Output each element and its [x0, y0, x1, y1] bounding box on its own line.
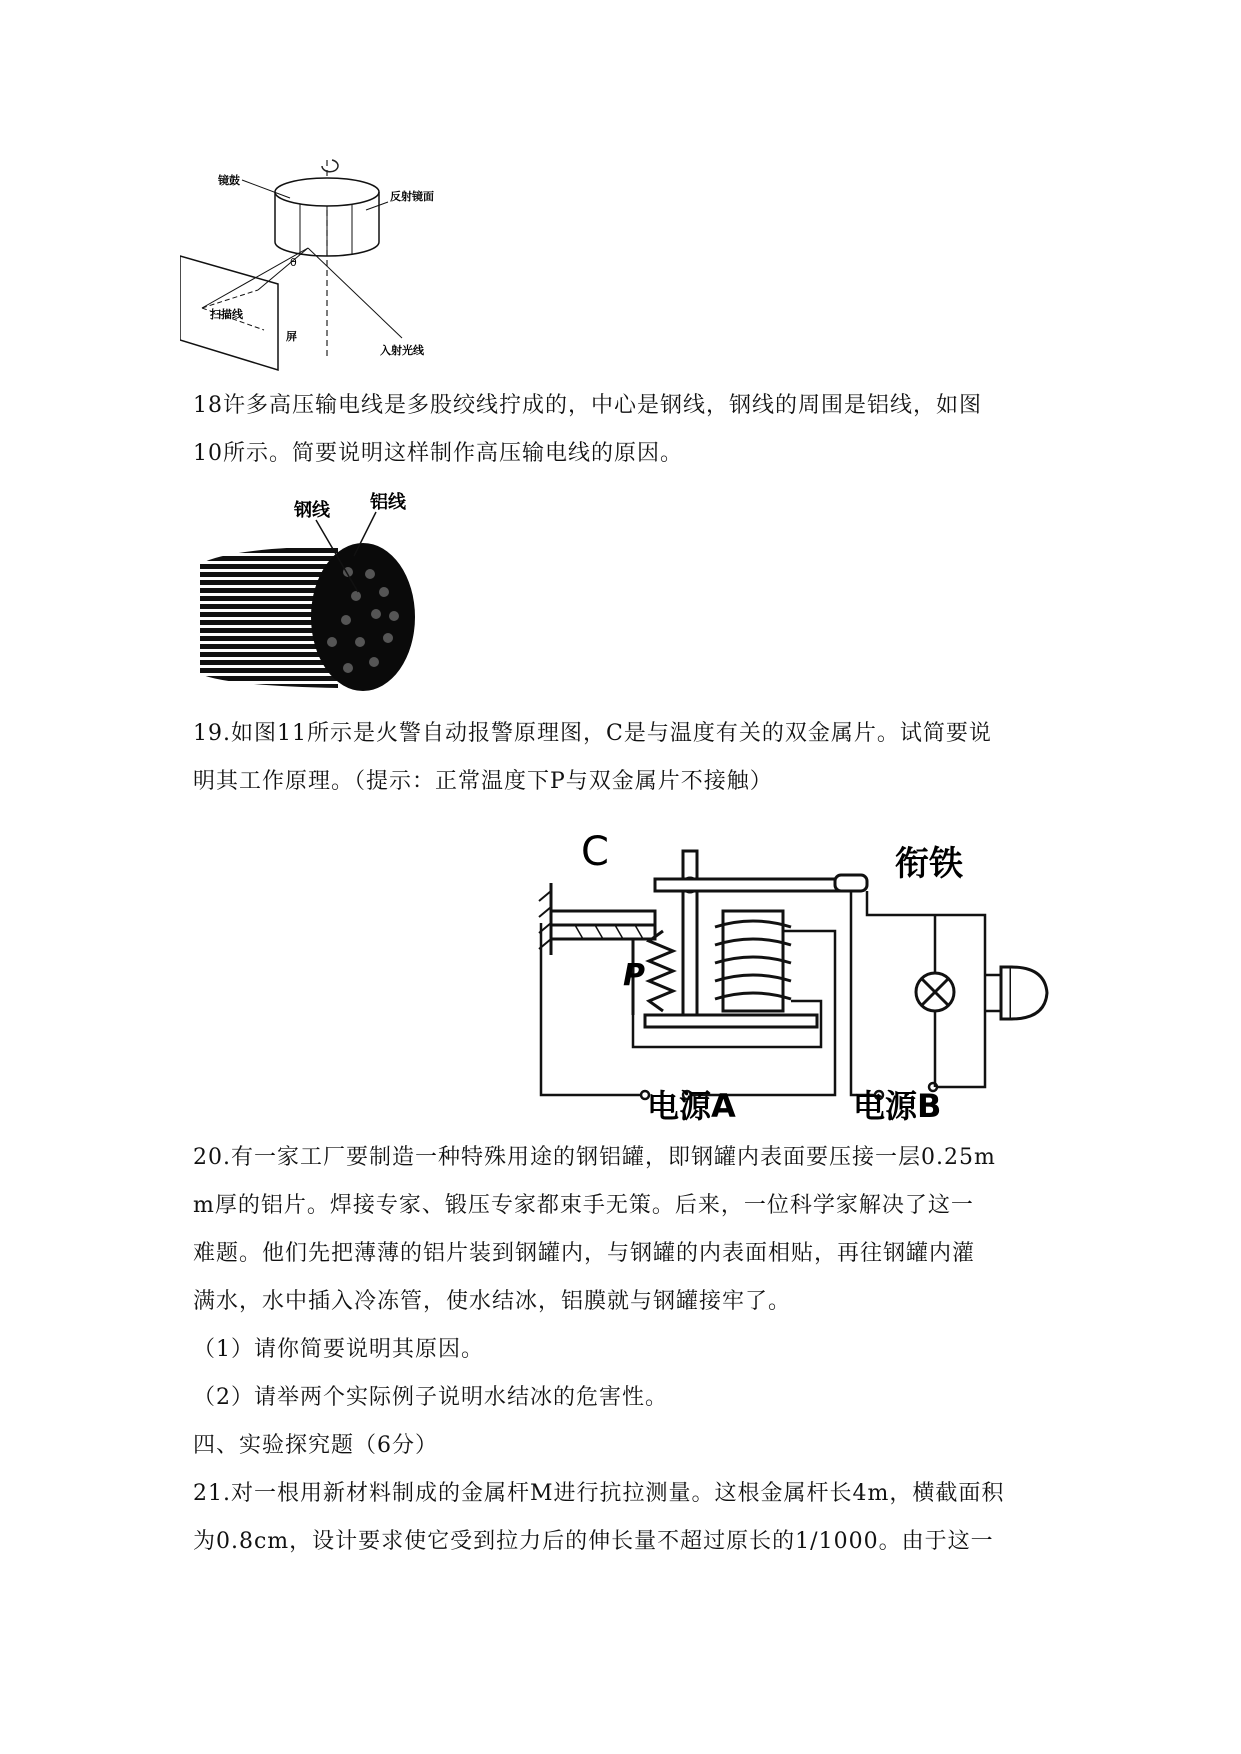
label-screen: 屏	[286, 330, 297, 343]
question-18	[193, 382, 1053, 478]
figure-cable	[198, 492, 448, 698]
question-19	[193, 710, 1053, 806]
label-mirror-surface: 反射镜面	[390, 190, 434, 203]
figure-alarm-circuit	[535, 815, 1055, 1125]
question-20-sub-2: （2）请举两个实际例子说明水结冰的危害性。	[193, 1385, 668, 1410]
question-20-sub-1: （1）请你简要说明其原因。	[193, 1337, 484, 1362]
label-c: C	[581, 829, 609, 875]
label-source-a: 电源A	[647, 1087, 736, 1125]
question-20	[193, 1134, 1053, 1566]
label-p: P	[623, 958, 645, 993]
label-theta: θ	[290, 256, 297, 269]
question-19-line-1: 19.如图11所示是火警自动报警原理图，C是与温度有关的双金属片。试简要说	[193, 721, 992, 746]
figure-mirror-drum	[180, 150, 480, 380]
question-20-line-1: 20.有一家工厂要制造一种特殊用途的钢铝罐，即钢罐内表面要压接一层0.25m	[193, 1145, 996, 1170]
question-20-line-2: m厚的铝片。焊接专家、锻压专家都束手无策。后来，一位科学家解决了这一	[193, 1193, 974, 1218]
question-20-line-4: 满水，水中插入冷冻管，使水结冰，铝膜就与钢罐接牢了。	[193, 1289, 792, 1314]
question-21-line-2: 为0.8cm，设计要求使它受到拉力后的伸长量不超过原长的1/1000。由于这一	[193, 1529, 994, 1554]
label-armature: 衔铁	[895, 844, 963, 884]
question-21-line-1: 21.对一根用新材料制成的金属杆M进行抗拉测量。这根金属杆长4m，横截面积	[193, 1481, 1005, 1506]
label-scanline: 扫描线	[210, 308, 243, 321]
question-18-line-2: 10所示。简要说明这样制作高压输电线的原因。	[193, 441, 683, 466]
label-aluminum-wire: 铝线	[370, 492, 406, 513]
label-source-b: 电源B	[853, 1087, 942, 1125]
label-steel-wire: 钢线	[294, 500, 330, 521]
section-4-heading: 四、实验探究题（6分）	[193, 1433, 438, 1458]
question-20-line-3: 难题。他们先把薄薄的铝片装到钢罐内，与钢罐的内表面相贴，再往钢罐内灌	[193, 1241, 976, 1266]
question-19-line-2: 明其工作原理。（提示：正常温度下P与双金属片不接触）	[193, 769, 773, 794]
label-incident-ray: 入射光线	[380, 344, 424, 357]
label-drum: 镜鼓	[218, 174, 240, 187]
question-18-line-1: 18许多高压输电线是多股绞线拧成的，中心是钢线，钢线的周围是铝线，如图	[193, 393, 982, 418]
